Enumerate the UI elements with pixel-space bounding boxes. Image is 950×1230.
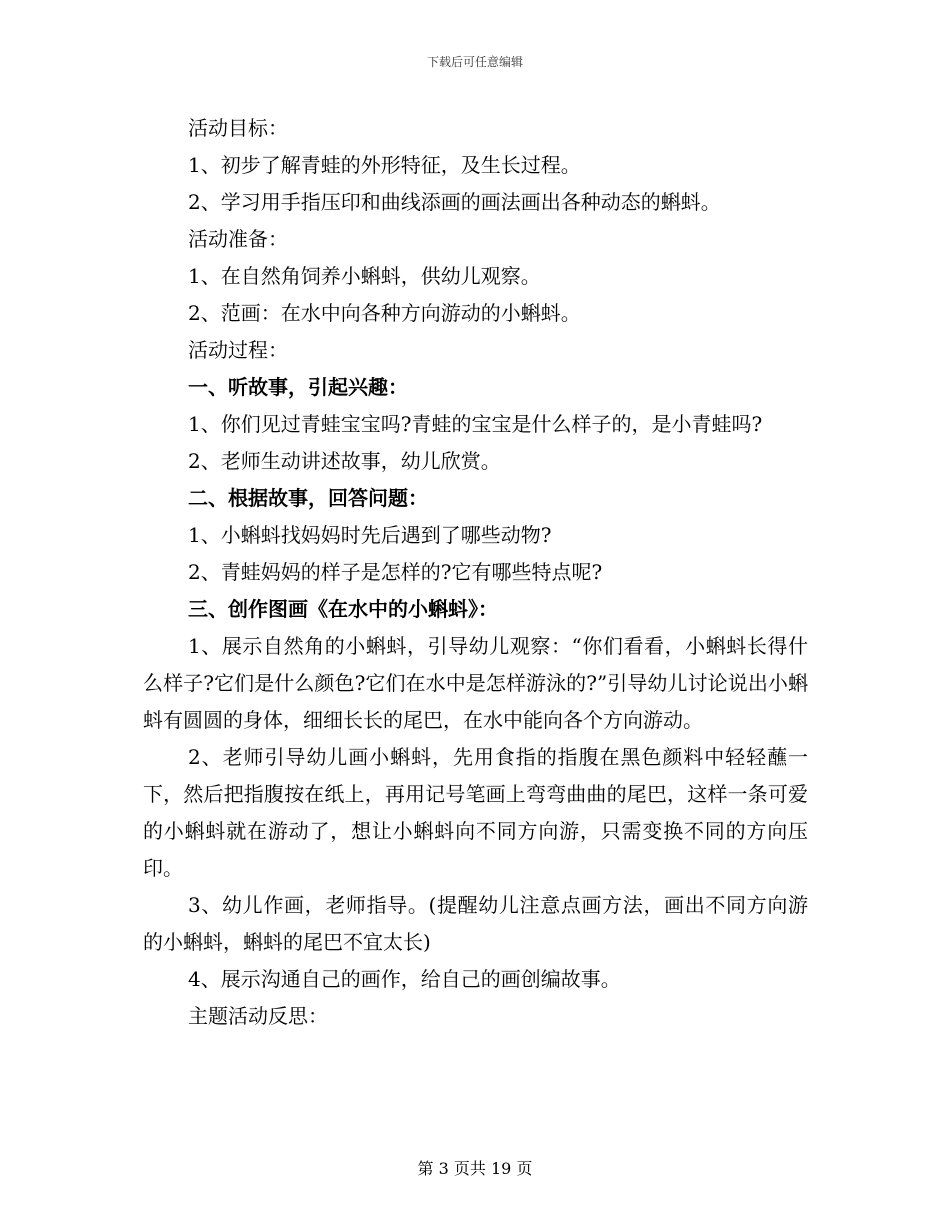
goal-item-1: 1、初步了解青蛙的外形特征，及生长过程。 (188, 153, 581, 177)
section-3-paragraph-3: 3、幼儿作画，老师指导。(提醒幼儿注意点画方法，画出不同方向游的小蝌蚪，蝌蚪的尾巴不宜太长) (143, 893, 808, 954)
section-3-paragraph-2: 2、老师引导幼儿画小蝌蚪，先用食指的指腹在黑色颜料中轻轻蘸一下，然后把指腹按在纸上，再用记号笔画上弯弯曲曲的尾巴，这样一条可爱的小蝌蚪就在游动了，想让小蝌蚪向不同方向游，只需变换不同的方向压印。 (143, 745, 808, 880)
section-3-item-4: 4、展示沟通自己的画作，给自己的画创编故事。 (188, 967, 621, 991)
section-1-heading: 一、听故事，引起兴趣： (188, 375, 408, 399)
section-3-paragraph-1: 1、展示自然角的小蝌蚪，引导幼儿观察：“你们看看，小蝌蚪长得什么样子?它们是什么颜色?它们在水中是怎样游泳的?”引导幼儿讨论说出小蝌蚪有圆圆的身体，细细长长的尾巴，在水中能向各个方向游动。 (143, 634, 808, 732)
section-2-heading: 二、根据故事，回答问题： (188, 486, 428, 510)
header-note: 下载后可任意编辑 (426, 55, 523, 69)
section-2-item-1: 1、小蝌蚪找妈妈时先后遇到了哪些动物? (188, 523, 552, 547)
section-2-item-2: 2、青蛙妈妈的样子是怎样的?它有哪些特点呢? (188, 560, 603, 584)
prep-item-1: 1、在自然角饲养小蝌蚪，供幼儿观察。 (188, 264, 541, 288)
page-number-footer (0, 1156, 950, 1179)
reflection-heading: 主题活动反思： (188, 1004, 328, 1028)
page-number-label: 第 3 页共 19 页 (417, 1159, 533, 1178)
prep-item-2: 2、范画：在水中向各种方向游动的小蝌蚪。 (188, 301, 581, 325)
process-heading: 活动过程： (188, 338, 288, 362)
goal-item-2: 2、学习用手指压印和曲线添画的画法画出各种动态的蝌蚪。 (188, 190, 721, 214)
prep-heading: 活动准备： (188, 227, 288, 251)
goal-heading: 活动目标： (188, 116, 288, 140)
section-3-heading: 三、创作图画《在水中的小蝌蚪》： (188, 597, 498, 621)
section-1-item-2: 2、老师生动讲述故事，幼儿欣赏。 (188, 449, 501, 473)
document-body (143, 110, 808, 1035)
section-1-item-1: 1、你们见过青蛙宝宝吗?青蛙的宝宝是什么样子的，是小青蛙吗? (188, 412, 763, 436)
